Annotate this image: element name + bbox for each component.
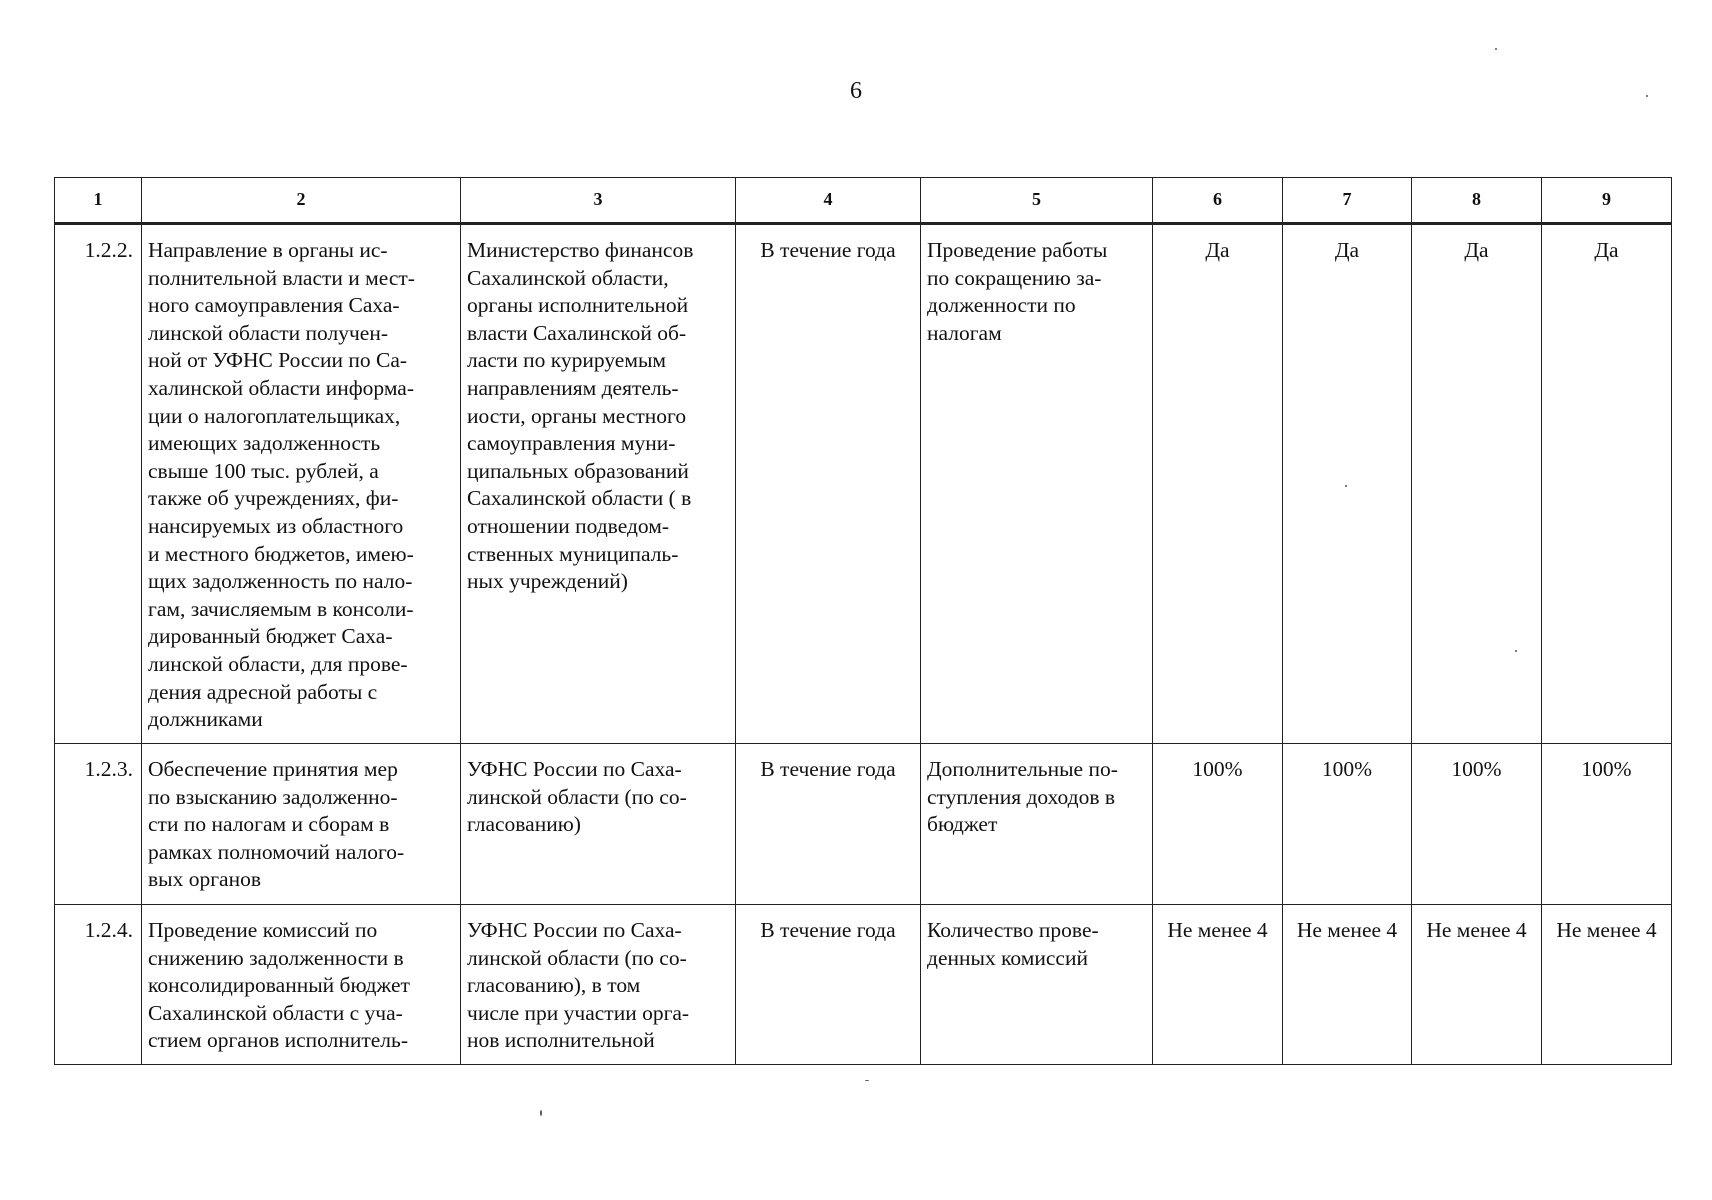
col-header-7: 7 xyxy=(1283,178,1412,224)
col-header-4: 4 xyxy=(736,178,921,224)
value-cell-8: 100% xyxy=(1412,744,1542,905)
measure-cell-line: ной от УФНС России по Са- xyxy=(148,348,408,373)
value-cell-6: Не менее 4 xyxy=(1153,905,1283,1065)
measure-cell-line: ции о налогоплательщиках, xyxy=(148,403,401,428)
col-header-9: 9 xyxy=(1542,178,1672,224)
measure-cell-line: сти по налогам и сборам в xyxy=(148,812,390,837)
value-cell-7: 100% xyxy=(1283,744,1412,905)
executor-cell-line: УФНС России по Саха- xyxy=(467,918,682,942)
executor-cell-line: Сахалинской области ( в xyxy=(467,486,692,511)
executor-cell-line: иости, органы местного xyxy=(467,403,687,428)
measure-cell-line: вых органов xyxy=(148,867,261,892)
value-cell-6: Да xyxy=(1153,224,1283,744)
measure-cell xyxy=(142,744,461,905)
row-number-cell: 1.2.3. xyxy=(55,744,142,905)
col-header-6: 6 xyxy=(1153,178,1283,224)
measure-cell-line: полнительной власти и мест- xyxy=(148,265,415,290)
scan-speck xyxy=(540,1110,542,1116)
measure-cell xyxy=(142,224,461,744)
result-cell xyxy=(921,905,1153,1065)
executor-cell-line: гласованию) xyxy=(467,812,581,837)
col-header-8: 8 xyxy=(1412,178,1542,224)
term-cell: В течение года xyxy=(736,744,921,905)
executor-cell-line: ных учреждений) xyxy=(467,569,628,594)
executor-cell-line: гласованию), в том xyxy=(467,973,641,998)
table-row xyxy=(55,224,1672,744)
result-cell-line: денных комиссий xyxy=(927,945,1088,970)
measure-cell-line: консолидированный бюджет xyxy=(148,973,410,998)
result-cell-line: ступления доходов в xyxy=(927,784,1116,809)
result-cell-line: бюджет xyxy=(927,812,998,837)
page-number: 6 xyxy=(850,78,862,104)
measures-table xyxy=(54,177,1672,1065)
measure-cell-line: Сахалинской области с уча- xyxy=(148,1000,403,1025)
result-cell-line: Проведение работы xyxy=(927,238,1108,262)
value-cell-7: Да xyxy=(1283,224,1412,744)
scan-speck xyxy=(1345,485,1347,487)
measure-cell xyxy=(142,905,461,1065)
measure-cell-line: линской области, для прове- xyxy=(148,651,408,676)
executor-cell-line: направлениям деятель- xyxy=(467,375,679,400)
executor-cell-line: числе при участии орга- xyxy=(467,1000,690,1025)
measure-cell-line: имеющих задолженность xyxy=(148,431,381,456)
measure-cell-line: щих задолженность по нало- xyxy=(148,569,413,594)
result-cell-line: долженности по xyxy=(927,293,1076,318)
col-header-1: 1 xyxy=(55,178,142,224)
result-cell-line: налогам xyxy=(927,320,1002,345)
scan-speck xyxy=(865,1080,869,1081)
value-cell-8: Да xyxy=(1412,224,1542,744)
executor-cell-line: власти Сахалинской об- xyxy=(467,320,687,345)
executor-cell xyxy=(461,224,736,744)
executor-cell-line: самоуправления муни- xyxy=(467,431,676,456)
result-cell-line: по сокращению за- xyxy=(927,265,1102,290)
measure-cell-line: рамках полномочий налого- xyxy=(148,839,405,864)
scan-speck xyxy=(1495,48,1497,50)
executor-cell-line: линской области (по со- xyxy=(467,945,687,970)
executor-cell-line: ственных муниципаль- xyxy=(467,541,679,566)
measure-cell-line: свыше 100 тыс. рублей, а xyxy=(148,458,379,483)
col-header-2: 2 xyxy=(142,178,461,224)
row-number-cell: 1.2.2. xyxy=(55,224,142,744)
term-cell: В течение года xyxy=(736,224,921,744)
scan-speck xyxy=(1646,95,1648,97)
executor-cell-line: Министерство финансов xyxy=(467,238,694,262)
executor-cell-line: нов исполнительной xyxy=(467,1028,655,1053)
scan-speck xyxy=(1515,650,1517,652)
value-cell-7: Не менее 4 xyxy=(1283,905,1412,1065)
measure-cell-line: Направление в органы ис- xyxy=(148,238,388,262)
value-cell-6: 100% xyxy=(1153,744,1283,905)
value-cell-9: 100% xyxy=(1542,744,1672,905)
measure-cell-line: дения адресной работы с xyxy=(148,679,378,704)
executor-cell-line: Сахалинской области, xyxy=(467,265,669,290)
measure-cell-line: и местного бюджетов, имею- xyxy=(148,541,414,566)
result-cell-line: Дополнительные по- xyxy=(927,757,1118,781)
value-cell-8: Не менее 4 xyxy=(1412,905,1542,1065)
table-body xyxy=(55,224,1672,1065)
executor-cell-line: ласти по курируемым xyxy=(467,348,667,373)
measure-cell-line: стием органов исполнитель- xyxy=(148,1028,409,1053)
result-cell xyxy=(921,744,1153,905)
measure-cell-line: по взысканию задолженно- xyxy=(148,784,398,809)
executor-cell-line: ципальных образований xyxy=(467,458,689,483)
measure-cell-line: Обеспечение принятия мер xyxy=(148,757,398,781)
executor-cell-line: органы исполнительной xyxy=(467,293,689,318)
measure-cell-line: должниками xyxy=(148,707,263,732)
measure-cell-line: ного самоуправления Саха- xyxy=(148,293,400,318)
row-number-cell: 1.2.4. xyxy=(55,905,142,1065)
value-cell-9: Да xyxy=(1542,224,1672,744)
measure-cell-line: также об учреждениях, фи- xyxy=(148,486,399,511)
measure-cell-line: халинской области информа- xyxy=(148,375,414,400)
measure-cell-line: дированный бюджет Саха- xyxy=(148,624,393,649)
executor-cell xyxy=(461,905,736,1065)
table-row xyxy=(55,905,1672,1065)
term-cell: В течение года xyxy=(736,905,921,1065)
measure-cell-line: линской области получен- xyxy=(148,320,388,345)
measure-cell-line: Проведение комиссий по xyxy=(148,918,378,942)
result-cell-line: Количество прове- xyxy=(927,918,1099,942)
result-cell xyxy=(921,224,1153,744)
measure-cell-line: снижению задолженности в xyxy=(148,945,404,970)
value-cell-9: Не менее 4 xyxy=(1542,905,1672,1065)
table-row xyxy=(55,744,1672,905)
executor-cell-line: линской области (по со- xyxy=(467,784,687,809)
executor-cell xyxy=(461,744,736,905)
measure-cell-line: гам, зачисляемым в консоли- xyxy=(148,596,414,621)
header-row xyxy=(55,178,1672,224)
executor-cell-line: УФНС России по Саха- xyxy=(467,757,682,781)
measure-cell-line: нансируемых из областного xyxy=(148,513,404,538)
col-header-5: 5 xyxy=(921,178,1153,224)
col-header-3: 3 xyxy=(461,178,736,224)
executor-cell-line: отношении подведом- xyxy=(467,513,670,538)
